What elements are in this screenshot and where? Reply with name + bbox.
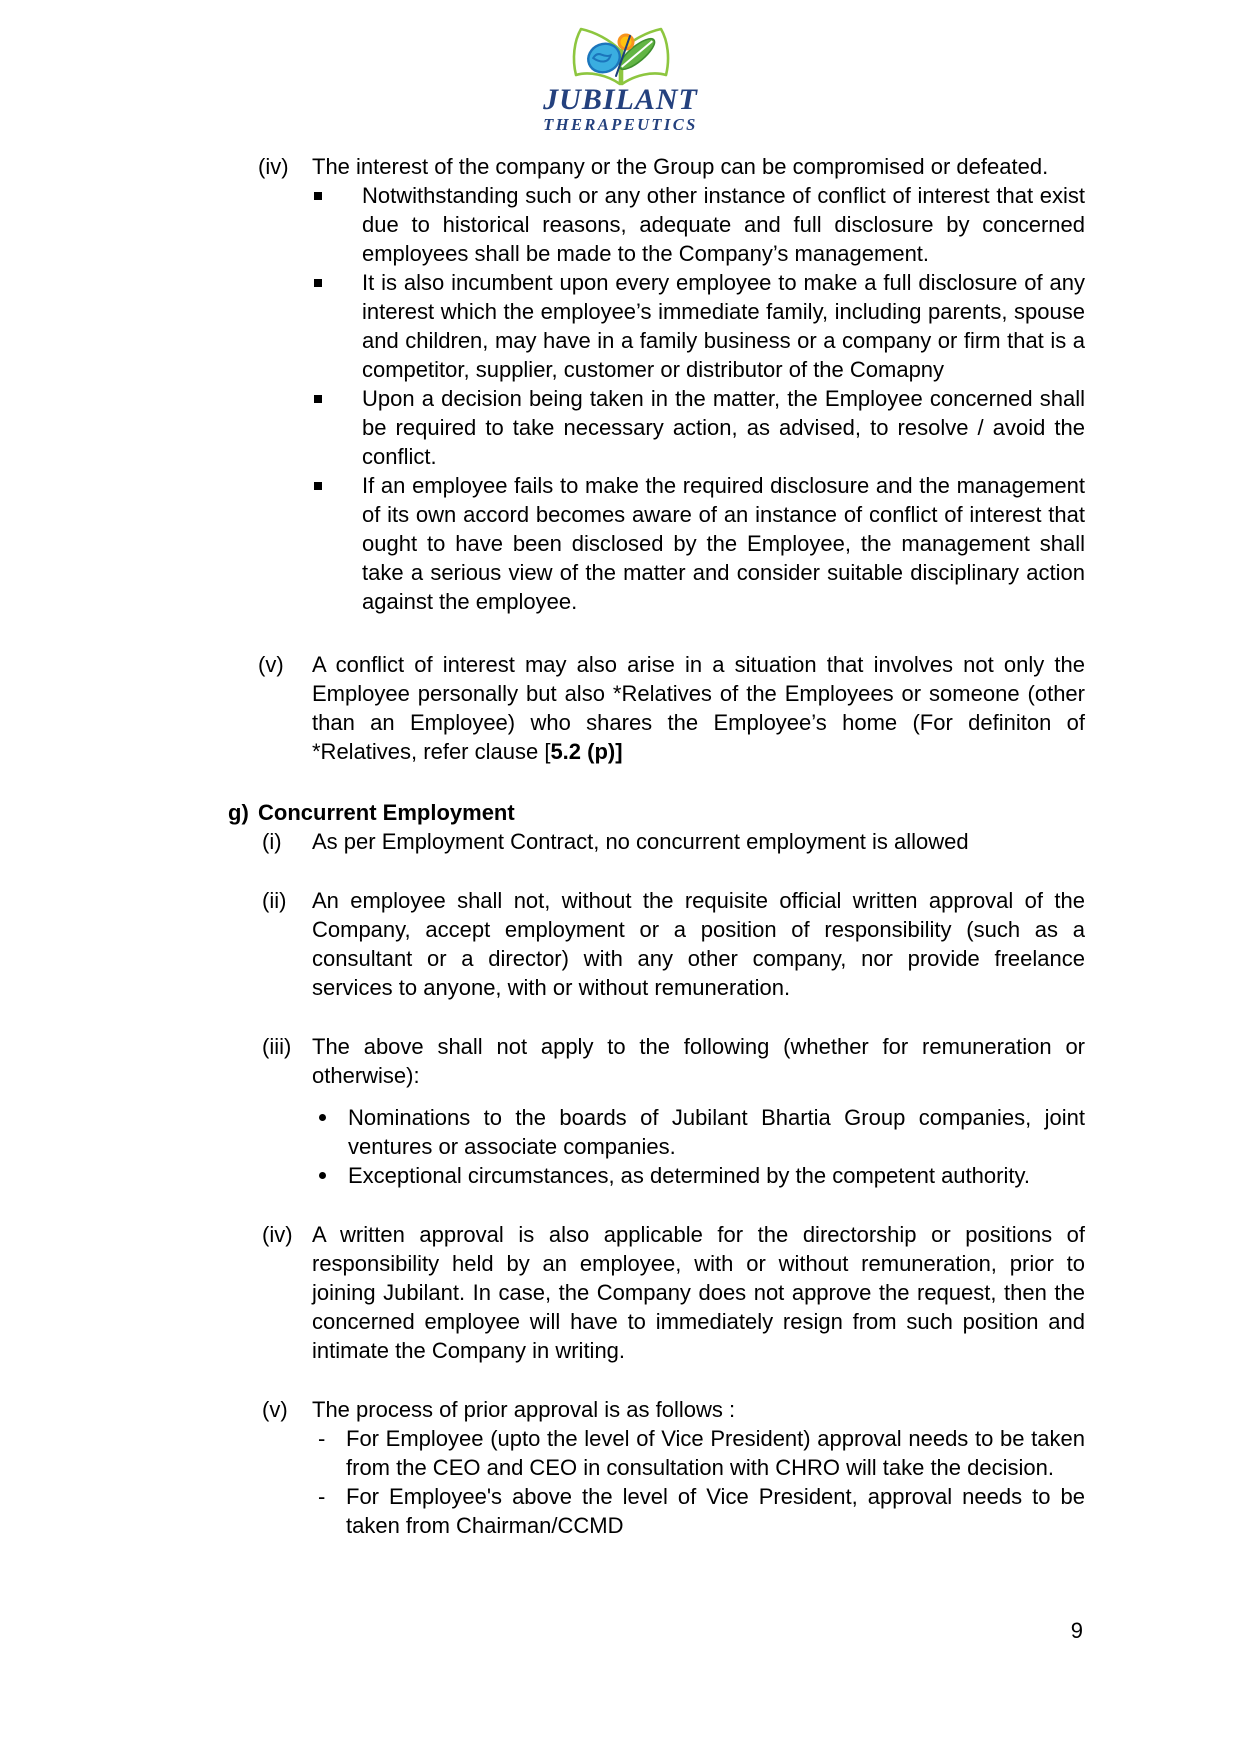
square-bullet-icon bbox=[314, 395, 322, 403]
paragraph: It is also incumbent upon every employee to make a full disclosure of any interest which the employee’s immediate family, including parents, spouse and children, may have in a family business or a company or firm that is a competitor, supplier, customer or distributor of the Comapny bbox=[362, 270, 1085, 382]
list-item-body bbox=[312, 152, 1085, 616]
butterfly-book-icon bbox=[565, 24, 677, 88]
paragraph: An employee shall not, without the requisite official written approval of the Company, accept employment or a position of responsibility (such as a consultant or a director) with any other company, nor provide freelance services to anyone, with or without remuneration. bbox=[312, 888, 1085, 1000]
bullet-marker bbox=[318, 1161, 348, 1190]
list-marker: (iii) bbox=[262, 1034, 292, 1059]
dash-item bbox=[318, 1482, 1085, 1540]
bullet-list bbox=[312, 1103, 1085, 1190]
list-marker: (iv) bbox=[258, 154, 289, 179]
paragraph: As per Employment Contract, no concurrent employment is allowed bbox=[312, 829, 969, 854]
paragraph: The process of prior approval is as follows : bbox=[312, 1397, 736, 1422]
list-marker: (ii) bbox=[262, 888, 287, 913]
list-item-g-iv bbox=[262, 1220, 1085, 1365]
paragraph: Upon a decision being taken in the matter, the Employee concerned shall be required to take necessary action, as advised, to resolve / avoid the conflict. bbox=[362, 386, 1085, 469]
list-item-g-iii bbox=[262, 1032, 1085, 1190]
document-body bbox=[0, 152, 1241, 1540]
list-item-g-v bbox=[262, 1395, 1085, 1540]
section-marker: g) bbox=[228, 800, 249, 825]
round-bullet-icon bbox=[319, 1114, 326, 1121]
square-bullet-icon bbox=[314, 192, 322, 200]
dash-item bbox=[318, 1424, 1085, 1482]
bullet-item bbox=[318, 1161, 1085, 1190]
list-marker: (v) bbox=[258, 652, 284, 677]
paragraph-text: A conflict of interest may also arise in a situation that involves not only the Employee personally but also *Relatives of the Employees or someone (other than an Employee) who shares the Employee’s home (For definiton of *Relatives, refer clause [ bbox=[312, 652, 1085, 764]
section-heading bbox=[228, 798, 1085, 827]
list-item-body bbox=[312, 650, 1085, 766]
square-bullet-item bbox=[312, 181, 1085, 268]
logo-wordmark: JUBILANT bbox=[543, 83, 698, 116]
square-bullet-item bbox=[312, 268, 1085, 384]
logo-subtitle: THERAPEUTICS bbox=[543, 115, 698, 134]
bullet-marker bbox=[312, 181, 362, 268]
section-concurrent-employment bbox=[228, 798, 1085, 1540]
square-bullet-item bbox=[312, 471, 1085, 616]
list-marker: (i) bbox=[262, 829, 282, 854]
paragraph: Nominations to the boards of Jubilant Bhartia Group companies, joint ventures or associate companies. bbox=[348, 1105, 1085, 1159]
bullet-item bbox=[318, 1103, 1085, 1161]
square-bullet-icon bbox=[314, 279, 322, 287]
section-title: Concurrent Employment bbox=[258, 800, 515, 825]
paragraph: The above shall not apply to the following (whether for remuneration or otherwise): bbox=[312, 1034, 1085, 1088]
list-item-body bbox=[312, 1220, 1085, 1365]
round-bullet-icon bbox=[319, 1172, 326, 1179]
paragraph: Exceptional circumstances, as determined by the competent authority. bbox=[348, 1163, 1030, 1188]
list-item-v bbox=[258, 650, 1085, 766]
bullet-marker bbox=[318, 1103, 348, 1161]
list-item-g-i bbox=[262, 827, 1085, 856]
paragraph: A written approval is also applicable for the directorship or positions of responsibility held by an employee, with or without remuneration, prior to joining Jubilant. In case, the Company does not approve the request, then the concerned employee will have to immediately resign from such position and intimate the Company in writing. bbox=[312, 1222, 1085, 1363]
page-number: 9 bbox=[1070, 1618, 1083, 1643]
paragraph: Notwithstanding such or any other instance of conflict of interest that exist due to historical reasons, adequate and full disclosure by concerned employees shall be made to the Company’s management. bbox=[362, 183, 1085, 266]
square-bullet-item bbox=[312, 384, 1085, 471]
company-logo bbox=[0, 24, 1241, 134]
dash-marker: - bbox=[318, 1426, 326, 1451]
square-bullet-icon bbox=[314, 482, 322, 490]
paragraph: For Employee's above the level of Vice President, approval needs to be taken from Chairman/CCMD bbox=[346, 1484, 1085, 1538]
paragraph bbox=[312, 650, 1085, 766]
paragraph: The interest of the company or the Group can be compromised or defeated. bbox=[312, 154, 1049, 179]
paragraph: If an employee fails to make the required disclosure and the management of its own accord becomes aware of an instance of conflict of interest that ought to have been disclosed by the Employee, the management shall take a serious view of the matter and consider suitable disciplinary action against the employee. bbox=[362, 473, 1085, 614]
list-item-body bbox=[312, 1032, 1085, 1190]
list-marker: (iv) bbox=[262, 1222, 293, 1247]
clause-reference: 5.2 (p)] bbox=[550, 739, 623, 764]
list-item-body bbox=[312, 886, 1085, 1002]
bullet-marker bbox=[312, 384, 362, 471]
list-item-body bbox=[312, 827, 1085, 856]
list-item-iv bbox=[258, 152, 1085, 616]
list-item-body bbox=[312, 1395, 1085, 1540]
list-marker: (v) bbox=[262, 1397, 288, 1422]
dash-marker: - bbox=[318, 1484, 326, 1509]
list-item-g-ii bbox=[262, 886, 1085, 1002]
bullet-marker bbox=[312, 471, 362, 616]
bullet-marker bbox=[312, 268, 362, 384]
paragraph: For Employee (upto the level of Vice President) approval needs to be taken from the CEO and CEO in consultation with CHRO will take the decision. bbox=[346, 1426, 1085, 1480]
